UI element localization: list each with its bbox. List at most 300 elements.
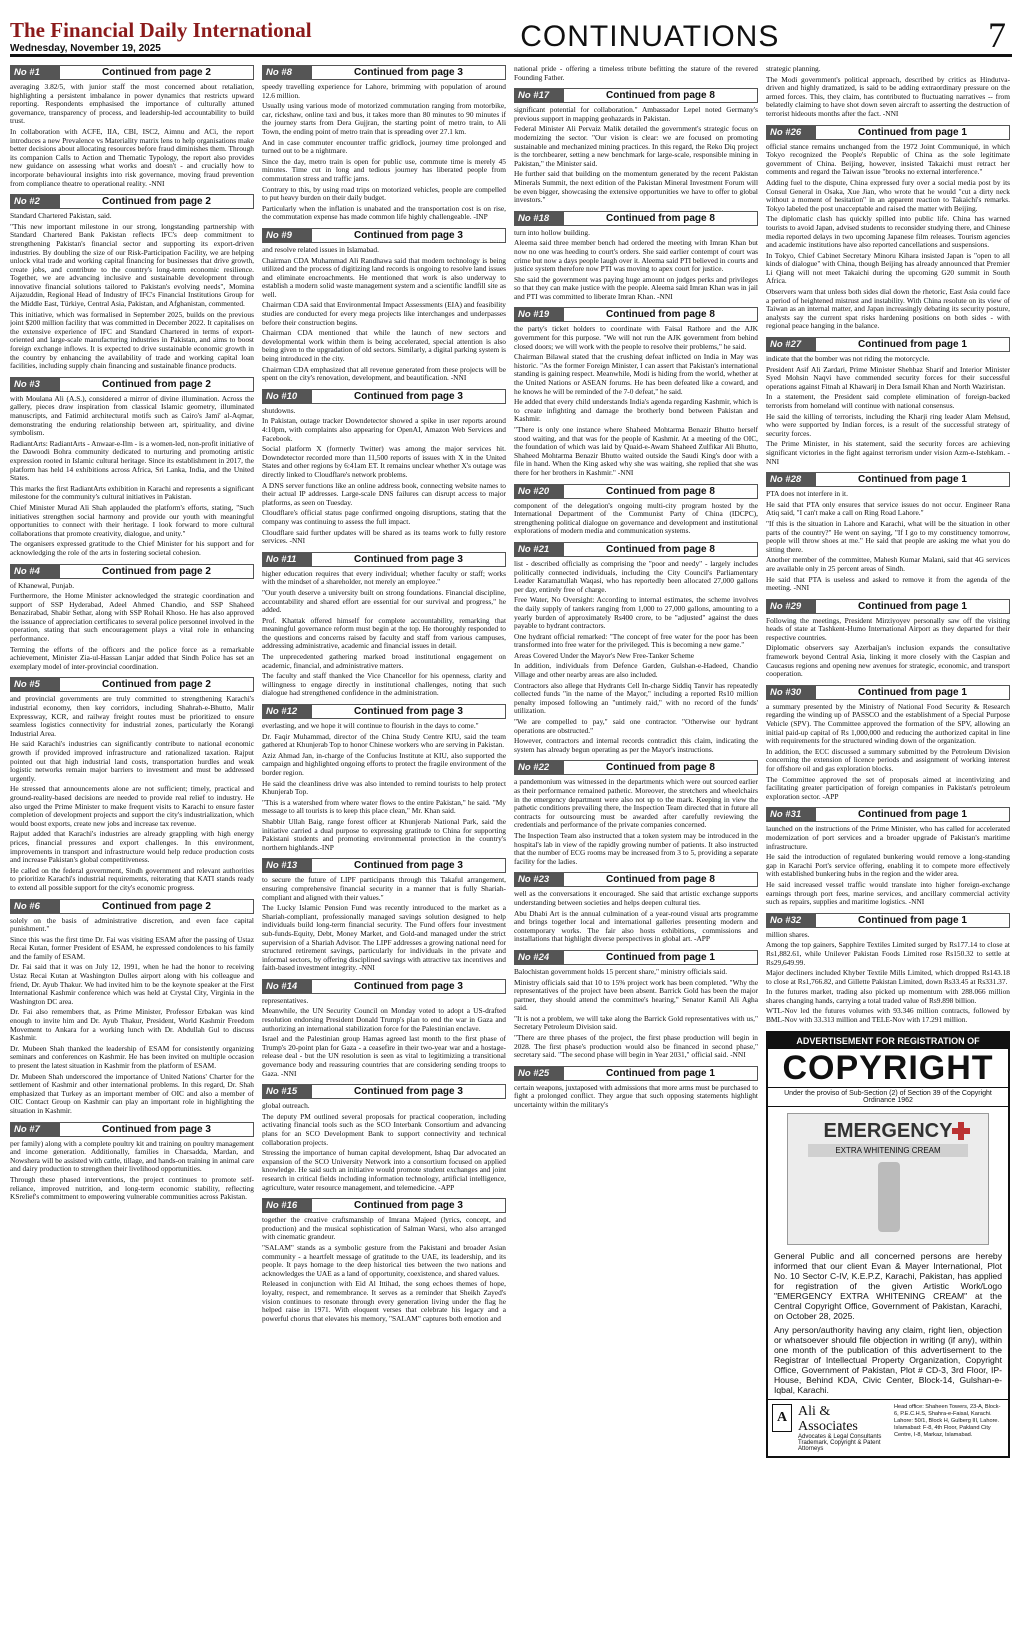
story-paragraph: Major decliners included Khyber Textile Mills Limited, which dropped Rs143.18 to close at Rs1,766.82, and Gillette Pakistan Limited, down Rs33.45 at Rs331.37.: [766, 968, 1010, 986]
story-number: No #2: [10, 194, 60, 209]
story-paragraph: launched on the instructions of the Prime Minister, who has called for accelerated modernization of port services and a broader upgrade of Pakistan's maritime infrastructure.: [766, 824, 1010, 851]
story-header: [766, 125, 1010, 140]
story-paragraph: and resolve related issues in Islamabad.: [262, 244, 379, 254]
story-continued-label: Continued from page 3: [312, 1084, 506, 1099]
story-paragraph: Shabbir Ullah Baig, range forest officer at Khunjerab National Park, said the initiative carried a dual purpose to expressing gratitude to China for supporting Pakistani students and promoting environmental protection in the country's northern highlands.-INP: [262, 816, 506, 852]
story-paragraph: "This is a watershed from where water flows to the entire Pakistan," he said. "My message to all tourists is to keep this place clean," Mr. Khan said.: [262, 797, 506, 816]
story-paragraph: In addition, the ECC discussed a summary submitted by the Petroleum Division concerning the extension of licence periods and assignment of working interest for offshore oil and gas exploration blocks.: [766, 746, 1010, 773]
story-paragraph: The Committee approved the set of proposals aimed at incentivizing and facilitating greater participation of foreign companies in Pakistan's petroleum exploration sector. -APP: [766, 774, 1010, 801]
story-header: [10, 194, 254, 209]
story-header: [262, 1084, 506, 1099]
story-header: [262, 858, 506, 873]
news-story: [514, 88, 758, 205]
story-header: [262, 389, 506, 404]
story-continued-label: Continued from page 3: [312, 1198, 506, 1213]
story-body: [262, 876, 506, 973]
story-paragraph: representatives.: [262, 995, 309, 1005]
story-paragraph: PTA does not interfere in it.: [766, 489, 848, 499]
story-paragraph: He further said that building on the momentum generated by the recent Pakistan Minerals Summit, the next edition of the Pakistan Mineral Investment Forum will be even bigger, showcasing the extensive opportunities we have to offer to global investors.": [514, 169, 758, 205]
story-number: No #24: [514, 950, 564, 965]
story-paragraph: Released in conjunction with Eid Al Ittihad, the song echoes themes of hope, loyalty, respect, and remembrance. It serves as a reminder that Sheikh Zayed's vision continues to resonate through every generation living under the flag he helped raise in 1971. With eloquent verses that celebrate his legacy and a powerful chorus that elevates his memory, "SALAM" captures both emotion and: [262, 1279, 506, 1323]
story-continued-label: Continued from page 8: [564, 484, 758, 499]
story-continued-label: Continued from page 8: [564, 760, 758, 775]
story-paragraph: per family) along with a complete poultry kit and training on poultry management and income generation. Additionally, families in Charsadda, Mardan, and Nowshera will be assisted with cattle, tillage, and hands-on training in animal care and dairy production to strengthen their livelihood opportunities.: [10, 1138, 254, 1174]
medical-cross-icon: [952, 1122, 970, 1140]
story-continued-label: Continued from page 1: [816, 337, 1010, 352]
story-body: [766, 65, 1010, 119]
story-paragraph: Dr. Mubeen Shah thanked the leadership of ESAM for consistently organizing seminars and conferences on Kashmir. He has been invited on multiple occasion to present the latest situation in Kashmir from the platform of ESAM.: [10, 1043, 254, 1070]
story-paragraph: Since this was the first time Dr. Fai was visiting ESAM after the passing of Ustaz Recai Kutan, former President of ESAM, he expressed condolences to his family and the family of ESAM.: [10, 934, 254, 961]
story-body: [514, 1084, 758, 1110]
story-paragraph: well as the conversations it encouraged. She said that artistic exchange supports understanding between societies and helps deepen cultural ties.: [514, 889, 758, 907]
story-paragraph: Dr. Fai also remembers that, as Prime Minister, Professor Erbakan was kind enough to invite him and Dr. Ayub Thakur, President, World Kashmir Freedom Movement to Ankara for a working lunch with Dr. Abdullah Gul to discuss Kashmir.: [10, 1007, 254, 1043]
story-paragraph: a pandemonium was witnessed in the departments which were out sourced earlier as their performance remained pathetic. Moreover, the stretchers and wheelchairs in the emergency department were also not up to the mark. Keeping in view the pathetic conditions prevailing there, the Inspection Team directed that in future all contracts for outsourcing must be awarded after carefully reviewing the credentials and performance of the private companies concerned.: [514, 777, 758, 830]
story-paragraph: "This new important milestone in our strong, longstanding partnership with Standard Chartered Bank Pakistan reflects IFC's deep commitment to strengthening Pakistan's financial sector and supporting its export-driven industries. By doubling the size of our Risk-Participation Facility, we are helping unlock vital trade and working capital financing for businesses that drive growth, create jobs, and contribute to the country's long-term economic resilience. Together, we are advancing inclusive and sustainable development through innovative financial solutions tailored to Pakistan's evolving needs", Momina Aijazuddin, Regional Head of Industry of IFC's Financial Institutions Group for the Middle East, Türkiye, Central Asia, Pakistan, and Afghanistan, commented.: [10, 221, 254, 309]
story-paragraph: "Our youth deserve a university built on strong foundations. Financial discipline, accountability and shared effort are essential for our survival and progress," he added.: [262, 587, 506, 615]
story-paragraph: This marks the first RadiantArts exhibition in Karachi and represents a significant milestone for the community's cultural initiatives in Pakistan.: [10, 483, 254, 502]
masthead: [10, 19, 312, 54]
story-paragraph: Aziz Ahmad Jan, in-charge of the Confucius Institute at KIU, also supported the campaign and highlighted ongoing efforts to protect the fragile environment of the border region.: [262, 750, 506, 777]
news-story: [766, 337, 1010, 466]
story-continued-label: Continued from page 1: [816, 913, 1010, 928]
story-paragraph: In addition, individuals from Defence Garden, Gulshan-e-Hadeed, Chandio Village and other nearby areas are also included.: [514, 661, 758, 680]
story-paragraph: Dr. Faqir Muhammad, director of the China Study Centre KIU, said the team gathered at Khunjerab Top to honor Chinese workers who are serving in Pakistan.: [262, 731, 506, 750]
story-paragraph: Aleema said three member bench had ordered the meeting with Imran Khan but now no one was heeding to court's orders. She said earlier contempt of court was crime but now a days people laugh over it. Aleema said PTI believed in courts and justice system therefore now PTI was moving to apex court for justice.: [514, 238, 758, 274]
story-paragraph: turn into hollow building.: [514, 227, 590, 237]
story-paragraph: Following the meetings, President Mirziyoyev personally saw off the visiting heads of state at Tashkent-Humo International Airport as they departed for their respective countries.: [766, 615, 1010, 642]
story-header: [262, 979, 506, 994]
story-continued-label: Continued from page 3: [312, 858, 506, 873]
firm-name: Ali & Associates: [798, 1403, 858, 1434]
story-paragraph: He said the cleanliness drive was also intended to remind tourists to help protect Khunjerab Top.: [262, 778, 506, 797]
story-paragraph: higher education requires that every individual; whether faculty or staff; works with the mindset of a shareholder, not merely an employee.": [262, 568, 506, 587]
story-body: [514, 65, 758, 82]
story-paragraph: One hydrant official remarked: "The concept of free water for the poor has been transformed into free water for the privileged. This is becoming a new game.": [514, 631, 758, 650]
product-logo-image: [787, 1113, 989, 1245]
story-paragraph: Contractors also allege that Hydrants Cell In-charge Siddiq Tanvir has repeatedly collected funds "in the name of the Mayor," including a reported Rs10 million penalty imposed following an "untimely raid," with no record of the funds' utilization.: [514, 680, 758, 716]
story-number: No #31: [766, 807, 816, 822]
news-story: [262, 389, 506, 546]
news-story: [766, 807, 1010, 906]
story-continued-label: Continued from page 1: [816, 807, 1010, 822]
story-body: [10, 582, 254, 672]
story-paragraph: He added that every child understands India's agenda regarding Kashmir, which is to create infighting and damage the brotherly bond between Pakistan and Kashmir.: [514, 397, 758, 424]
story-paragraph: Standard Chartered Pakistan, said.: [10, 211, 112, 221]
story-paragraph: Abu Dhabi Art is the annual culmination of a year-round visual arts programme and brings together local and international galleries presenting modern and contemporary works. The fair also hosts exhibitions, commissions and installations that highlight diverse perspectives in global art. -APP: [514, 908, 758, 944]
story-header: [262, 552, 506, 567]
story-number: No #12: [262, 704, 312, 719]
story-number: No #3: [10, 377, 60, 392]
story-paragraph: Federal Minister Ali Pervaiz Malik detailed the government's strategic focus on modernizing the sector. "Our vision is clear: we are focused on promoting sustainable and mechanized mining practices. In this regard, the Reko Diq project is the torchbearer, setting a new benchmark for large-scale, responsible mining in Pakistan," the Minister said.: [514, 124, 758, 168]
story-paragraph: In a statement, the President said complete elimination of foreign-backed terrorists from homeland will continue with national consensus.: [766, 392, 1010, 410]
story-paragraph: She said the government was paying huge amount on judges perks and privileges so that they can make justice with the people. Aleema said Imran Khan was in jail and PTI was committed to liberate Imran Khan. -NNI: [514, 274, 758, 301]
news-story: [262, 1084, 506, 1192]
news-story: [766, 913, 1010, 1025]
story-paragraph: RadiantArts: RadiantArts - Anwaar-e-Ilm - is a women-led, non-profit initiative of the Dawoodi Bohra community dedicated to nurturing and promoting artistic expression rooted in Islamic cultural heritage. Since its establishment in 2017, the platform has held 14 exhibitions across Africa, Sri Lanka, India, and the United States.: [10, 438, 254, 483]
story-paragraph: certain weapons, juxtaposed with admissions that more arms must be purchased to fight a prolonged conflict. They argue that such opposing statements highlight uncertainty within the military's: [514, 1082, 758, 1110]
news-story: [766, 599, 1010, 679]
story-number: No #28: [766, 472, 816, 487]
story-paragraph: "We are compelled to pay," said one contractor. "Otherwise our hydrant operations are obstructed.": [514, 717, 758, 735]
story-paragraph: averaging 3.82/5, with junior staff the most concerned about retaliation, highlighting a persistent imbalance in power dynamics that restricts upward reporting. Respondents emphasised the importance of culturally attuned governance, transparency of process, and leadership-led accountability to build trust.: [10, 82, 254, 126]
story-body: [766, 490, 1010, 593]
story-paragraph: Chairman CDA emphasized that all revenue generated from these projects will be spent on the city's renovation, development, and beautification. -NNI: [262, 364, 506, 383]
news-story: [10, 677, 254, 892]
office-list: [894, 1404, 1004, 1452]
ad-body: General Public and all concerned persons are hereby informed that our client Evan & Mayer International, Plot No. 10 Sector C-IV, K.E.P.Z, Karachi, Pakistan, has applied for registration of the given Artistic Work/Logo "EMERGENCY EXTRA WHITENING CREAM" at the Central Copyright Office, Government of Pakistan, Karachi, on October 28, 2025.: [774, 1250, 1002, 1321]
story-paragraph: President Asif Ali Zardari, Prime Minister Shehbaz Sharif and Interior Minister Syed Mohsin Naqvi have commended security forces for their successful operations against Fitnah al Khawarij in Dera Ismail Khan and North Waziristan.: [766, 364, 1010, 391]
firm-block: [798, 1404, 888, 1452]
story-paragraph: Furthermore, the Home Minister acknowledged the strategic coordination and support of SSP Hyderabad, Adeel Ahmed Chandio, and SSP Shaheed Benazirabad, Shabir Sethar, along with SSP Rohail Khoso. He has also approved the issuance of appreciation certificates to several police personnel involved in the operation, stating that such encouragement plays a vital role in enhancing performance.: [10, 591, 254, 644]
ad-title: COPYRIGHT: [782, 1048, 994, 1087]
story-paragraph: The Inspection Team also instructed that a token system may be introduced in the hospital's lab in view of the rapidly growing number of patients. It also instructed that the number of ECG rooms may be increased from 3 to 5, providing a separate facility for the ladies.: [514, 830, 758, 866]
story-paragraph: Dr. Mubeen Shah underscored the importance of United Nations' Charter for the settlement of Kashmir and other international problems. In this regard, Dr. Shah emphasized that Turkey as an important member of OIC and also a member of OIC Contact Group on Kashmir can play an important role in highlighting the situation in Kashmir.: [10, 1071, 254, 1115]
story-header: [766, 807, 1010, 822]
story-paragraph: everlasting, and we hope it will continue to flourish in the days to come.": [262, 721, 479, 731]
story-number: No #19: [514, 307, 564, 322]
ad-header-bar: ADVERTISEMENT FOR REGISTRATION OF: [768, 1033, 1008, 1049]
story-header: [262, 704, 506, 719]
story-paragraph: Chairman CDA Muhammad Ali Randhawa said that modern technology is being utilized and the process of digitizing land records is ongoing to resolve land issues and eliminate encroachments. He mentioned that work is also underway to establish a modern solid waste management system and a scientific landfill site as well.: [262, 255, 506, 299]
story-paragraph: He stressed that announcements alone are not sufficient; timely, practical and ground-reality-based decisions are needed to provide real relief to industry. He also urged the Prime Minister to make frequent visits to Karachi to ensure faster completion of development projects and support the city's industrialization, which would boost exports, create new jobs and increase tax revenue.: [10, 784, 254, 828]
story-paragraph: Cloudflare said further updates will be shared as its teams work to fully restore services. -NNI: [262, 527, 506, 546]
story-number: No #1: [10, 65, 60, 80]
story-number: No #10: [262, 389, 312, 404]
story-header: [514, 872, 758, 887]
story-body: [10, 1140, 254, 1202]
story-continued-label: Continued from page 2: [60, 377, 254, 392]
story-paragraph: "SALAM" stands as a symbolic gesture from the Pakistani and broader Asian community - a heartfelt message of gratitude to the UAE, its leadership, and its people. It pays homage to the deep historical ties between the two nations and acknowledges the UAE as a land of opportunity, coexistence, and shared values.: [262, 1242, 506, 1278]
story-number: No #5: [10, 677, 60, 692]
story-header: [514, 88, 758, 103]
news-story: [10, 65, 254, 188]
story-body: [262, 1102, 506, 1192]
story-body: [10, 212, 254, 371]
story-paragraph: WTL-Nov led the futures volumes with 93.346 million contracts, followed by BML-Nov with 33.313 million and TELE-Nov with 17.291 million.: [766, 1006, 1010, 1025]
story-paragraph: The Modi government's political approach, described by critics as Hindutva-driven and highly dramatized, is said to be adding extraordinary pressure on the armed forces. This, they claim, has contributed to fluctuating narratives -- from belatedly claiming to have shot down seven aircraft to asserting the destruction of terrorist hideouts months after the fact. -NNI: [766, 74, 1010, 118]
story-header: [514, 760, 758, 775]
news-story: [10, 899, 254, 1116]
story-header: [514, 307, 758, 322]
news-story: [262, 704, 506, 852]
cream-tube-icon: [878, 1162, 900, 1232]
story-paragraph: Usually using various mode of motorized commutation ranging from motorbike, car, rickshaw, online taxi and bus, it takes more than 80 minutes to 90 minutes if the journey starts from Dera Gujjran, the starting point of metro train, to Ali Town, the ending point of metro train that is spreading over 27.1 km.: [262, 101, 506, 136]
story-number: No #21: [514, 542, 564, 557]
story-paragraph: component of the delegation's ongoing multi-city program hosted by the International Department of the Communist Party of China (IDCPC), strengthening political dialogue on governance and development and institutional explorations of modern media and communication systems.: [514, 500, 758, 536]
story-paragraph: He said that PTA only ensures that service issues do not occur. Engineer Rana Atiq said, "I can't make a call on Ring Road Lahore.": [766, 499, 1010, 518]
story-continued-label: Continued from page 3: [312, 979, 506, 994]
column-3: [514, 65, 758, 1651]
story-number: No #18: [514, 211, 564, 226]
story-continued-label: Continued from page 8: [564, 872, 758, 887]
story-continued-label: Continued from page 3: [312, 552, 506, 567]
story-number: No #6: [10, 899, 60, 914]
story-header: [514, 542, 758, 557]
story-paragraph: Meanwhile, the UN Security Council on Monday voted to adopt a US-drafted resolution endorsing President Donald Trump's plan to end the war in Gaza and authorizing an international stabilization force for the Palestinian enclave.: [262, 1006, 506, 1033]
story-number: No #9: [262, 228, 312, 243]
news-story: [766, 472, 1010, 593]
story-continued-label: Continued from page 1: [816, 599, 1010, 614]
story-paragraph: The diplomatic clash has quickly spilled into public life. China has warned tourists to avoid Japan, advised students to reconsider studying there, and Chinese media reported delays in two upcoming Japanese film releases. Tourism agencies and academic institutions have also reported cancellations and suspensions.: [766, 214, 1010, 250]
story-header: [10, 1122, 254, 1137]
column-4: [766, 65, 1010, 1651]
story-paragraph: Ministry officials said that 10 to 15% project work has been completed. "Why the representatives of the project have been absent. Barrick Gold has been the major partner, they should attend the committee's hearing," Senator Kamil Ali Agha said.: [514, 977, 758, 1013]
story-paragraph: to secure the future of LIPF participants through this Takaful arrangement, ensuring comprehensive financial security in a manner that is fully Shariah-compliant and aligned with their values.": [262, 875, 506, 902]
paper-name: The Financial Daily International: [10, 18, 312, 42]
news-story: [514, 872, 758, 944]
story-paragraph: In the futures market, trading also picked up momentum with 288.066 million shares changing hands, carrying a total traded value of Rs9.898 billion.: [766, 987, 1010, 1005]
ad-subtitle: Under the proviso of Sub-Section (2) of Section 39 of the Copyright Ordinance 1962: [768, 1087, 1008, 1107]
column-2: [262, 65, 506, 1651]
story-continued-label: Continued from page 2: [60, 194, 254, 209]
story-body: [514, 106, 758, 205]
story-paragraph: He said the killing of terrorists, including the Kharji ring leader Alam Mehsud, who were supported by Indian forces, is a result of the successful strategy of security forces.: [766, 411, 1010, 438]
story-paragraph: He said increased vessel traffic would translate into higher foreign-exchange earnings through port fees, marine services, and ancillary commercial activity such as repairs, supplies and maritime logistics. -NNI: [766, 879, 1010, 907]
story-number: No #4: [10, 564, 60, 579]
news-story: [514, 484, 758, 536]
story-paragraph: Social platform X (formerly Twitter) was among the major services hit. Downdetector recorded more than 11,500 reports of issues with X in the United States and other regions by 6:41am ET. It remains unclear whether X's outage was directly linked to Cloudflare's network problems.: [262, 444, 506, 479]
story-continued-label: Continued from page 3: [312, 228, 506, 243]
story-paragraph: "There are three phases of the project, the first phase production will begin in 2028. The first phase's production would also be financed in second phase," secretary said. "The second phase will begin in Year 2031," official said. -NNI: [514, 1033, 758, 1060]
issue-date: Wednesday, November 19, 2025: [10, 43, 161, 54]
page-number: 7: [988, 15, 1006, 55]
story-paragraph: The Lucky Islamic Pension Fund was recently introduced to the market as a Shariah-compliant, professionally managed savings solution designed to help individuals build long-term financial security. The Fund offers four investment sub-funds-Equity, Debt, Money Market, and Gold-and managed under the strict supervision of a Shariah Advisor. The LIPF addresses a growing national need for structured retirement savings, particularly for individuals in the private and informal sectors, by offering disciplined savings with attractive tax incentives and faith-based investment integrity. -NNI: [262, 903, 506, 973]
story-paragraph: Diplomatic observers say Azerbaijan's inclusion expands the consultative framework beyond Central Asia, linking it more closely with the Caspian and Caucasus regions and opening new avenues for strategic, economic, and transport cooperation.: [766, 643, 1010, 679]
story-paragraph: shutdowns.: [262, 405, 296, 415]
firm-description: Advocates & Legal Consultants Trademark, Copyright & Patent Attorneys: [798, 1433, 882, 1452]
story-header: [10, 899, 254, 914]
news-story: [262, 858, 506, 973]
story-continued-label: Continued from page 3: [312, 389, 506, 404]
story-paragraph: Areas Covered Under the Mayor's New Free-Tanker Scheme: [514, 650, 694, 660]
story-paragraph: with Moulana Ali (A.S.), considered a mirror of divine illumination. Across the gallery, pieces draw inspiration from classical Islamic geometry, illuminated manuscripts, and Fatimid architectural motifs such as Cairo's Jami' al-Aqmar, demonstrating the enduring relationship between art, spirituality, and divine symbolism.: [10, 393, 254, 438]
story-paragraph: official stance remains unchanged from the 1972 Joint Communiqué, in which Tokyo recognized the People's Republic of China as the sole legitimate government of China. Beijing, however, insisted Takaichi must retract her comments and regard the Taiwan issue "brooks no external interference.": [766, 141, 1010, 177]
story-paragraph: The deputy PM outlined several proposals for practical cooperation, including activating financial tools such as the SCO Interbank Consortium and advancing plans for an SCO Development Bank to support connectivity and technical collaboration projects.: [262, 1111, 506, 1147]
story-paragraph: Observers warn that unless both sides dial down the rhetoric, East Asia could face a period of heightened mistrust and instability. With China resolute on its view of Taiwan as an internal matter, and Japan increasingly debating its security posture, analysts say the current spat risks hardening positions on both sides - with regional peace hanging in the balance.: [766, 287, 1010, 331]
story-number: No #13: [262, 858, 312, 873]
story-body: [262, 1216, 506, 1323]
story-body: [766, 617, 1010, 679]
story-continued-label: Continued from page 8: [564, 211, 758, 226]
story-continued-label: Continued from page 2: [60, 677, 254, 692]
story-number: No #27: [766, 337, 816, 352]
story-header: [766, 599, 1010, 614]
story-header: [766, 472, 1010, 487]
story-number: No #32: [766, 913, 816, 928]
story-number: No #25: [514, 1066, 564, 1081]
story-paragraph: "If this is the situation in Lahore and Karachi, what will be the situation in other parts of the country?" He went on saying, "If I go to my constituency tomorrow, people will throw shoes at me." He said that people are asking me what you do sitting there.: [766, 518, 1010, 554]
page-header: [10, 8, 1012, 57]
news-story: [514, 950, 758, 1060]
story-paragraph: He said Karachi's industries can significantly contribute to national economic growth if provided improved infrastructure and rationalized taxation. Rajput pointed out that high industrial land costs, transportation hurdles and weak logistic networks remain major barriers to investment and must be addressed urgently.: [10, 739, 254, 783]
story-continued-label: Continued from page 3: [60, 1122, 254, 1137]
story-paragraph: indicate that the bomber was not riding the motorcycle.: [766, 354, 930, 364]
news-story: [262, 228, 506, 383]
news-story: [514, 1066, 758, 1110]
story-paragraph: However, contractors and internal records contradict this claim, indicating the system has already begun operating as per the Mayor's instructions.: [514, 736, 758, 754]
story-paragraph: The organisers expressed gratitude to the Chief Minister for his support and for acknowledging the role of the arts in fostering societal cohesion.: [10, 539, 254, 557]
story-paragraph: significant potential for collaboration." Ambassador Lepel noted Germany's previous support in mapping geohazards in Pakistan.: [514, 105, 758, 123]
story-header: [10, 564, 254, 579]
news-story: [262, 552, 506, 698]
story-number: No #29: [766, 599, 816, 614]
story-paragraph: "There is only one instance where Shaheed Mohtarma Benazir Bhutto herself stood waiting, and that was for the people of Kashmir. At a meeting of the OIC, the foundation of which was laid by Quaid-e-Awam Shaheed Zulfikar Ali Bhutto, Shaheed Mohtarma Benazir Bhutto waited outside the Saudi King's door with a file in hand. When the King asked why she was waiting, she replied that she was there for her brothers in Kashmir." -NNI: [514, 425, 758, 477]
office-address: Islamabad: F-8, 4th Floor, Pakland City Centre, I-8, Markaz, Islamabad.: [894, 1424, 991, 1438]
story-paragraph: He called on the federal government, Sindh government and relevant authorities to prioritize Karachi's industrial requirements, reiterating that KATI stands ready to extend all possible support for the city's economic progress.: [10, 865, 254, 892]
story-paragraph: Adding fuel to the dispute, China expressed fury over a social media post by its Consul General in Osaka, Xue Jian, who wrote that he would "cut a dirty neck without a moment of hesitation" in an apparent reaction to Takaichi's remarks. Tokyo labeled the post unacceptable and raised the matter with Beijing.: [766, 177, 1010, 213]
story-paragraph: Chairman Bilawal stated that the crushing defeat inflicted on India in May was historic. "As the former Foreign Minister, I can assert that Pakistan's international standing is gaining respect. Meanwhile, Modi is hiding from the world, whether at the United Nations or ASEAN forums. He has been defeated like a coward, and he knows he will be reminded of the 7-0 defeat," he said.: [514, 352, 758, 396]
story-paragraph: Chairman CDA mentioned that while the launch of new sectors and developmental work within them is being accelerated, special attention is also being given to the upgradation of old sectors. Similarly, a digital parking system is being introduced in the city.: [262, 328, 506, 364]
story-body: [10, 917, 254, 1116]
story-continued-label: Continued from page 1: [816, 472, 1010, 487]
news-story: [10, 194, 254, 371]
product-name: EXTRA WHITENING CREAM: [808, 1144, 968, 1157]
story-number: No #16: [262, 1198, 312, 1213]
story-body: [10, 395, 254, 558]
story-paragraph: the party's ticket holders to coordinate with Faisal Rathore and the AJK government for this purpose. "We will not run the AJK government from behind closed doors; we will work with the people to resolve their problems," he said.: [514, 324, 758, 351]
story-header: [514, 950, 758, 965]
story-paragraph: Particularly when the inflation is unabated and the transportation cost is on rise, the commutation expense has made common life highly challengeable. -INP: [262, 203, 506, 222]
story-paragraph: In Tokyo, Chief Cabinet Secretary Minoru Kihara insisted Japan is "open to all kinds of dialogue" with China, though Beijing has already announced that Premier Li Qiang will not meet Takaichi during the upcoming G20 summit in South Africa.: [766, 250, 1010, 286]
story-paragraph: Terming the efforts of the officers and the police force as a remarkable achievement, Minister Zia-ul-Hassan Lanjar added that Sindh Police has set an exemplary model of inter-provincial coordination.: [10, 644, 254, 671]
story-paragraph: Stressing the importance of human capital development, Ishaq Dar advocated an expansion of the SCO University Network into a consortium focused on applied knowledge. He said such an initiative would promote student exchanges and joint research in critical fields including information technology, artificial intelligence, agriculture, water resource management, and telemedicine. -APP: [262, 1148, 506, 1192]
story-paragraph: list - described officially as comprising the "poor and needy" - largely includes politically connected individuals, including the City Council's Parliamentary Leader Karamatullah Waqasi, who has reportedly been allocated 27,000 gallons per day, entirely free of charge.: [514, 558, 758, 594]
ad-text: [768, 1251, 1008, 1395]
column-1: [10, 65, 254, 1651]
news-story: [10, 564, 254, 672]
story-paragraph: strategic planning.: [766, 65, 821, 73]
story-paragraph: Through these phased interventions, the project continues to promote self-reliance, improved nutrition, and long-term economic stability, reflecting KSrelief's commitment to empowering vulnerable communities across Pakistan.: [10, 1174, 254, 1202]
story-paragraph: speedy travelling experience for Lahore, brimming with population of around 12.6 million.: [262, 82, 506, 100]
story-paragraph: The faculty and staff thanked the Vice Chancellor for his openness, clarity and willingness to engage directly in institutional challenges, noting that such dialogue had strengthened confidence in the administration.: [262, 671, 506, 698]
story-header: [514, 1066, 758, 1081]
story-continued-label: Continued from page 3: [312, 65, 506, 80]
story-body: [514, 502, 758, 536]
story-paragraph: Prof. Khattak offered himself for complete accountability, remarking that meaningful governance reform must begin at the top. He thoroughly responded to the questions and concerns raised by faculty and staff from various campuses, addressing administrative, academic and financial issues in detail.: [262, 615, 506, 651]
news-story: [514, 760, 758, 866]
ad-notice: Any person/authority having any claim, right lien, objection or whatsoever should file objection in writing (if any), within one month of the publication of this advertisement to the Registrar of Intellectual Property Organization, Copyright Office, Government of Pakistan, Plot # CD-3, 3rd Floor, IP-House, Behind KDA, Civic Center, Block-14, Gulshan-e-Iqbal, Karachi.: [774, 1324, 1002, 1395]
news-story: [262, 979, 506, 1078]
story-number: No #15: [262, 1084, 312, 1099]
news-story: [10, 377, 254, 558]
columns: [10, 65, 1012, 1651]
story-header: [262, 228, 506, 243]
story-paragraph: and provincial governments are truly committed to strengthening Karachi's industrial economy, then key corridors, including Shahrah-e-Bhutto, Malir Expressway, KCR, and railway freight routes must be prioritized to ensure seamless logistics connectivity for industrial zones, particularly the Korangi Industrial Area.: [10, 694, 254, 738]
story-paragraph: national pride - offering a timeless tribute befitting the stature of the revered Founding Father.: [514, 65, 758, 82]
story-paragraph: A DNS server functions like an online address book, connecting website names to their actual IP addresses. Large-scale DNS failures can disrupt access to major platforms, as seen on Tuesday.: [262, 480, 506, 507]
story-paragraph: He said the introduction of regulated bunkering would remove a long-standing gap in Karachi Port's service offering, enabling it to compete more effectively with established bunkering hubs in the region and the wider area.: [766, 852, 1010, 879]
story-number: No #26: [766, 125, 816, 140]
story-number: No #30: [766, 685, 816, 700]
story-body: [262, 83, 506, 222]
story-paragraph: together the creative craftsmanship of Imrana Majeed (lyrics, concept, and production) and the musical sophistication of Salman Warsi, who also arranged with cinematic grandeur.: [262, 1215, 506, 1242]
story-body: [766, 355, 1010, 466]
story-paragraph: Israel and the Palestinian group Hamas agreed last month to the first phase of Trump's 20-point plan for Gaza - a ceasefire in their two-year war and a hostage-release deal - but the UN resolution is seen as vital to legitimizing a transitional governance body and reassuring countries that are considering sending troops to Gaza. -NNI: [262, 1034, 506, 1078]
story-paragraph: solely on the basis of administrative discretion, and even face capital punishment.": [10, 915, 254, 934]
story-body: [262, 407, 506, 546]
story-paragraph: In Pakistan, outage tracker Downdetector showed a spike in user reports around 4:10pm, with complaints also appearing for OpenAI, Amazon Web Services and Facebook.: [262, 416, 506, 443]
story-continued-label: Continued from page 1: [564, 950, 758, 965]
story-body: [766, 825, 1010, 906]
ad-footer: [768, 1399, 1008, 1456]
story-paragraph: Dr. Fai said that it was on July 12, 1991, when he had the honor to receiving Ustaz Recai Kutan at Washington Dulles airport along with his colleague and friend, Dr. Ayub Thakur. We had invited him to be the keynote speaker at the First International Kashmir conference which was held at Crystal City, Virginia in the Washington DC area.: [10, 962, 254, 1006]
story-body: [514, 560, 758, 754]
story-header: [262, 1198, 506, 1213]
story-header: [10, 677, 254, 692]
story-paragraph: In collaboration with ACFE, IIA, CBI, ISC2, Aimnu and ACi, the report introduces a new Prevalence vs Materiality matrix lens to help organisations make better decisions about allocating resources before fraud diminishes them. Through its companion Calls to Action and Thematic Typology, the report also provides new guidance on assessing what works and doesn't - and crucially how to incorporate behavioural insights into risk governance, moving fraud prevention from compliance theatre to operational reality. -NNI: [10, 126, 254, 188]
story-header: [766, 913, 1010, 928]
story-body: [262, 246, 506, 383]
story-paragraph: of Khanewal, Punjab.: [10, 580, 75, 590]
product-brand: EMERGENCY: [823, 1119, 953, 1142]
story-body: [262, 997, 506, 1078]
news-story: [766, 125, 1010, 331]
news-story: [514, 542, 758, 754]
story-header: [766, 685, 1010, 700]
story-paragraph: He said that PTA is useless and asked to remove it from the agenda of the meeting. -NNI: [766, 574, 1010, 593]
story-body: [514, 890, 758, 944]
story-body: [514, 325, 758, 477]
story-header: [262, 65, 506, 80]
story-paragraph: Another member of the committee, Mahesh Kumar Malani, said that 4G services are available only in 25 percent areas of Sindh.: [766, 555, 1010, 573]
story-body: [766, 143, 1010, 331]
story-paragraph: Rajput added that Karachi's industries are already grappling with high energy prices, financial pressures and export challenges. In this environment, improvements in transport and infrastructure would help reduce production costs and increase Pakistan's global competitiveness.: [10, 829, 254, 865]
story-body: [514, 968, 758, 1060]
story-header: [10, 65, 254, 80]
story-paragraph: This initiative, which was formalised in September 2025, builds on the previous joint $200 million facility that was committed in December 2022. It capitalises on the extensive experience of IFC and Standard Chartered in terms of export-oriented and large-scale manufacturing industries in Pakistan, and aims to boost foreign exchange inflows. It is expected to drive sustainable economic growth in the country by enhancing the availability of trade and working capital loan facilities, including supply chain financing and sustainable finance products.: [10, 309, 254, 371]
news-story: [10, 1122, 254, 1202]
story-continued-label: Continued from page 1: [816, 125, 1010, 140]
story-body: [262, 570, 506, 698]
section-title: CONTINUATIONS: [520, 20, 780, 53]
story-paragraph: The Prime Minister, in his statement, said the security forces are achieving significant victories in the fight against terrorism under vision Azm-e-Istehkam. -NNI: [766, 439, 1010, 466]
story-header: [766, 337, 1010, 352]
office-address: Lahore: 50/1, Block H, Gulberg III, Lahore.: [894, 1417, 1000, 1424]
news-story: [514, 211, 758, 302]
story-number: No #11: [262, 552, 312, 567]
news-story: [262, 1198, 506, 1323]
story-paragraph: Since the day, metro train is open for public use, commute time is merely 45 minutes. Time cut in long and tedious journey has liberated people from commutation stress and traffic jams.: [262, 156, 506, 183]
story-continued-label: Continued from page 1: [564, 1066, 758, 1081]
story-continued-label: Continued from page 8: [564, 307, 758, 322]
story-body: [262, 722, 506, 852]
story-paragraph: Chief Minister Murad Ali Shah applauded the platform's efforts, stating, "Such initiatives strengthen social harmony and provide our youth with meaningful opportunities to connect with their heritage. I look forward to more cultural collaborations that promote creativity, dialogue, and unity.": [10, 502, 254, 538]
story-paragraph: global outreach.: [262, 1101, 310, 1111]
story-paragraph: "It is not a problem, we will take along the Barrick Gold representatives with us," Secretary Petroleum Division said.: [514, 1013, 758, 1032]
story-number: No #17: [514, 88, 564, 103]
firm-logo-icon: A: [772, 1404, 792, 1432]
story-paragraph: million shares.: [766, 929, 810, 939]
story-paragraph: And in case commuter encounter traffic gridlock, journey time prolonged and turned out to be a nightmare.: [262, 137, 506, 156]
story-paragraph: Balochistan government holds 15 percent share," ministry officials said.: [514, 966, 728, 976]
story-paragraph: Among the top gainers, Sapphire Textiles Limited surged by Rs177.14 to close at Rs1,882.61, while Unilever Pakistan Foods Limited rose Rs150.32 to settle at Rs29,649.99.: [766, 940, 1010, 967]
column-4-stories: [766, 65, 1010, 1025]
story-number: No #20: [514, 484, 564, 499]
story-continued-label: Continued from page 2: [60, 65, 254, 80]
story-paragraph: Free Water, No Oversight: According to internal estimates, the scheme involves the daily supply of tankers ranging from 1,000 to 27,000 gallons, amounting to a yearly burden of approximately Rs400 crore, to be "adjusted" against the dues payable to hydrant contractors.: [514, 595, 758, 631]
news-story: [514, 307, 758, 477]
story-number: No #14: [262, 979, 312, 994]
story-paragraph: Contrary to this, by using road trips on motorized vehicles, people are compelled to put heavy burden on their daily budget.: [262, 184, 506, 203]
story-continued-label: Continued from page 2: [60, 564, 254, 579]
story-continued-label: Continued from page 1: [816, 685, 1010, 700]
story-body: [766, 703, 1010, 802]
office-address: Head office: Shaheen Towers, 23-A, Block-6, P.E.C.H.S, Shahra-e-Faisal, Karachi.: [894, 1403, 1001, 1417]
news-story: [262, 65, 506, 222]
story-header: [514, 211, 758, 226]
story-paragraph: Chairman CDA said that Environmental Impact Assessments (EIA) and feasibility studies are conducted for every mega projects like interchanges and underpasses before their construction begins.: [262, 300, 506, 327]
story-number: No #22: [514, 760, 564, 775]
